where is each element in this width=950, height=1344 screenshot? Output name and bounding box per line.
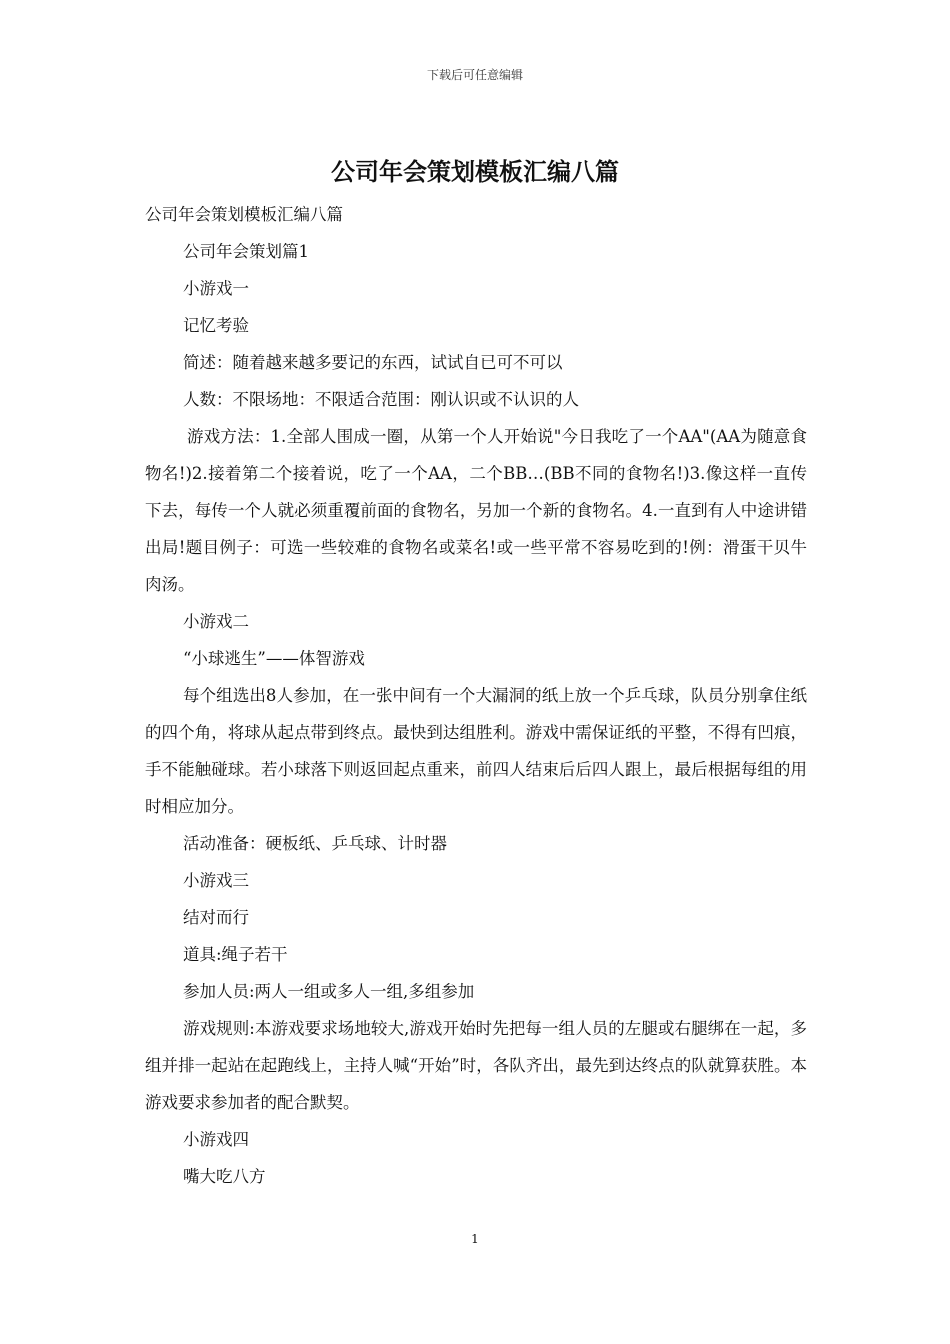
game-participants: 参加人员:两人一组或多人一组,多组参加 [183, 982, 475, 1001]
game-heading: 小游戏四 [183, 1130, 249, 1149]
game-rules: 每个组选出8人参加，在一张中间有一个大漏洞的纸上放一个乒乓球，队员分别拿住纸的四个角，将球从起点带到终点。最快到达组胜利。游戏中需保证纸的平整，不得有凹痕，手不能触碰球。若小球落下则返回起点重来，前四人结束后后四人跟上，最后根据每组的用时相应加分。 [145, 686, 807, 816]
game-summary: 简述：随着越来越多要记的东西，试试自已可不可以 [183, 353, 563, 372]
game-title: “小球逃生”——体智游戏 [183, 649, 365, 668]
game-heading: 小游戏二 [183, 612, 249, 631]
game-title: 嘴大吃八方 [183, 1167, 266, 1186]
document-body [145, 196, 807, 1195]
game-title: 记忆考验 [183, 316, 249, 335]
page-header: 下载后可任意编辑 [426, 68, 523, 82]
game-preparation: 活动准备：硬板纸、乒乓球、计时器 [183, 834, 447, 853]
game-title: 结对而行 [183, 908, 249, 927]
subtitle-paragraph: 公司年会策划模板汇编八篇 [145, 205, 343, 224]
game-rules: 游戏规则:本游戏要求场地较大,游戏开始时先把每一组人员的左腿或右腿绑在一起，多组并排一起站在起跑线上，主持人喊“开始”时，各队齐出，最先到达终点的队就算获胜。本游戏要求参加者的配合默契。 [145, 1019, 807, 1112]
section-heading: 公司年会策划篇1 [183, 242, 309, 261]
game-heading: 小游戏三 [183, 871, 249, 890]
document-title: 公司年会策划模板汇编八篇 [331, 157, 619, 186]
game-method: 游戏方法：1.全部人围成一圈，从第一个人开始说"今日我吃了一个AA"(AA为随意食物名!)2.接着第二个接着说，吃了一个AA，二个BB…(BB不同的食物名!)3.像这样一直传下去，每传一个人就必须重覆前面的食物名，另加一个新的食物名。4.一直到有人中途讲错出局!题目例子：可选一些较难的食物名或菜名!或一些平常不容易吃到的!例：滑蛋干贝牛肉汤。 [145, 427, 807, 594]
game-heading: 小游戏一 [183, 279, 249, 298]
game-props: 道具:绳子若干 [183, 945, 288, 964]
page-number: 1 [471, 1232, 479, 1246]
game-requirements: 人数：不限场地：不限适合范围：刚认识或不认识的人 [183, 390, 579, 409]
